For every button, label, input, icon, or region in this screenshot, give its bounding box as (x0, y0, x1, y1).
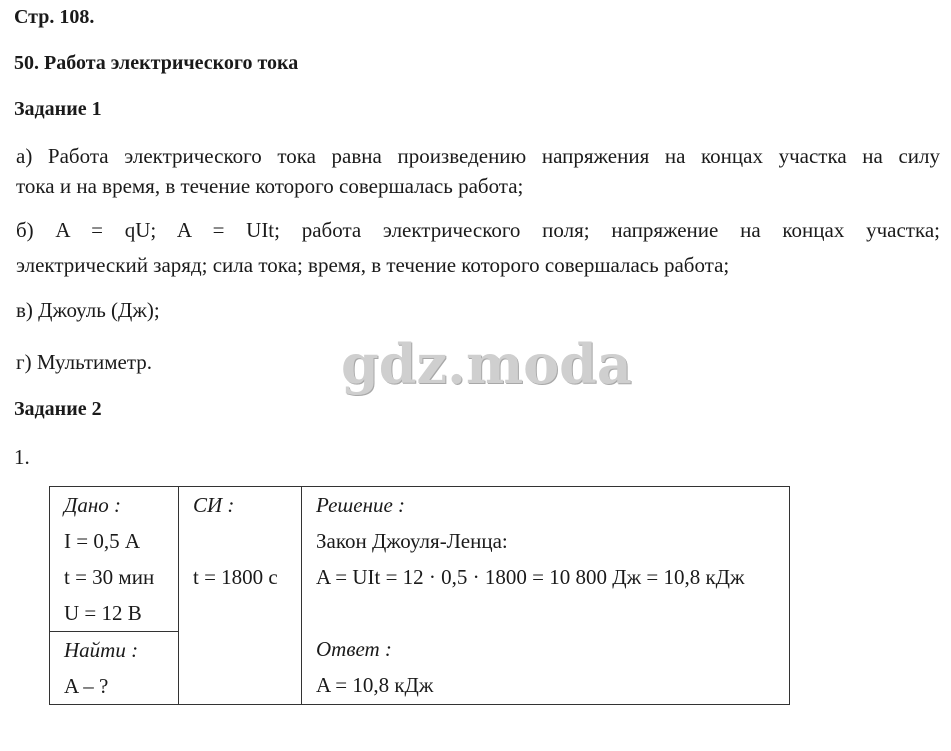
section-title: 50. Работа электрического тока (14, 52, 299, 74)
find-value: A – ? (64, 674, 109, 698)
find-label: Найти : (64, 638, 139, 662)
given-current: I = 0,5 А (64, 529, 141, 553)
task1-answer-a-line2: тока и на время, в течение которого совершалась работа; (16, 174, 524, 198)
law-name: Закон Джоуля-Ленца: (316, 529, 508, 553)
solution-label: Решение : (316, 493, 406, 517)
given-time: t = 30 мин (64, 565, 155, 589)
task1-answer-b-line2: электрический заряд; сила тока; время, в течение которого совершалась работа; (16, 253, 730, 277)
given-voltage: U = 12 В (64, 601, 142, 625)
task1-answer-g: г) Мультиметр. (16, 350, 153, 374)
given-cell (50, 487, 179, 632)
si-value: t = 1800 с (193, 565, 278, 589)
formula: A = UIt = 12 · 0,5 · 1800 = 10 800 Дж = 10,8 кДж (316, 565, 745, 589)
si-label: СИ : (193, 493, 235, 517)
find-cell (50, 632, 179, 705)
answer-value: A = 10,8 кДж (316, 673, 434, 697)
task1-answer-v: в) Джоуль (Дж); (16, 298, 160, 322)
solution-cell (302, 487, 790, 705)
task1-heading: Задание 1 (14, 98, 102, 120)
task2-heading: Задание 2 (14, 398, 102, 420)
given-label: Дано : (64, 493, 122, 517)
si-cell (179, 487, 302, 705)
task2-item-number: 1. (14, 445, 30, 469)
task1-answer-b-line1: б) A = qU; A = UIt; работа электрического поля; напряжение на концах участка; (16, 218, 940, 242)
watermark: gdz.moda (341, 332, 632, 396)
solution-table (49, 486, 790, 705)
page-reference: Стр. 108. (14, 6, 95, 28)
answer-label: Ответ : (316, 637, 392, 661)
task1-answer-a-line1: а) Работа электрического тока равна произведению напряжения на концах участка на силу (16, 144, 940, 168)
